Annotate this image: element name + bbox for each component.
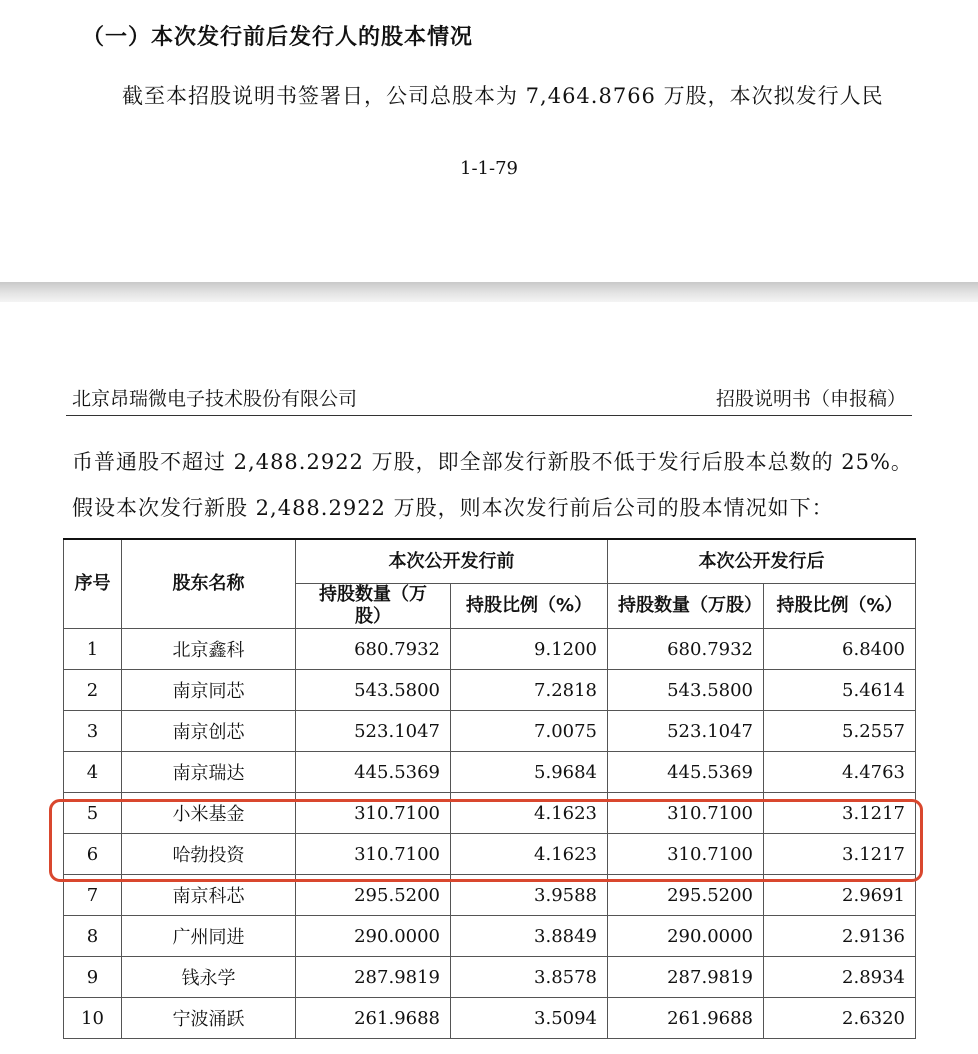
after-shares: 523.1047 — [608, 711, 764, 752]
header-divider — [66, 415, 912, 416]
after-ratio: 2.6320 — [764, 998, 916, 1039]
before-shares: 310.7100 — [296, 793, 451, 834]
serial-no: 8 — [64, 916, 122, 957]
shareholder-name: 宁波涌跃 — [122, 998, 296, 1039]
table-row — [64, 711, 916, 752]
before-ratio: 7.2818 — [451, 670, 608, 711]
after-ratio: 4.4763 — [764, 752, 916, 793]
serial-no: 6 — [64, 834, 122, 875]
document-type-header: 招股说明书（申报稿） — [715, 388, 906, 410]
after-shares: 290.0000 — [608, 916, 764, 957]
before-ratio: 3.5094 — [451, 998, 608, 1039]
before-shares: 543.5800 — [296, 670, 451, 711]
table-row-highlighted — [64, 793, 916, 834]
before-shares: 310.7100 — [296, 834, 451, 875]
share-capital-table — [63, 538, 916, 1039]
before-ratio: 4.1623 — [451, 793, 608, 834]
header-after-issuance: 本次公开发行后 — [608, 539, 916, 584]
paragraph-issuance-limit: 币普通股不超过 2,488.2922 万股，即全部发行新股不低于发行后股本总数的 25%。 — [72, 450, 913, 474]
after-ratio: 2.8934 — [764, 957, 916, 998]
before-ratio: 9.1200 — [451, 629, 608, 670]
after-ratio: 6.8400 — [764, 629, 916, 670]
header-after-ratio: 持股比例（%） — [764, 584, 916, 629]
shareholder-name: 南京同芯 — [122, 670, 296, 711]
page-separator — [0, 282, 978, 302]
header-shareholder-name: 股东名称 — [122, 539, 296, 629]
before-ratio: 3.8849 — [451, 916, 608, 957]
before-shares: 445.5369 — [296, 752, 451, 793]
after-ratio: 5.4614 — [764, 670, 916, 711]
after-shares: 445.5369 — [608, 752, 764, 793]
company-name-header: 北京昂瑞微电子技术股份有限公司 — [72, 388, 358, 410]
header-serial-no: 序号 — [64, 539, 122, 629]
before-shares: 523.1047 — [296, 711, 451, 752]
shareholder-name: 南京科芯 — [122, 875, 296, 916]
after-shares: 680.7932 — [608, 629, 764, 670]
table-row-highlighted — [64, 834, 916, 875]
table-row — [64, 670, 916, 711]
serial-no: 4 — [64, 752, 122, 793]
previous-page — [0, 0, 978, 282]
header-before-shares: 持股数量（万股） — [296, 584, 451, 629]
header-before-ratio: 持股比例（%） — [451, 584, 608, 629]
shareholder-name: 小米基金 — [122, 793, 296, 834]
page-number: 1-1-79 — [460, 158, 518, 179]
before-shares: 261.9688 — [296, 998, 451, 1039]
serial-no: 2 — [64, 670, 122, 711]
shareholder-name: 钱永学 — [122, 957, 296, 998]
shareholder-name: 哈勃投资 — [122, 834, 296, 875]
before-ratio: 3.8578 — [451, 957, 608, 998]
after-ratio: 2.9136 — [764, 916, 916, 957]
before-ratio: 4.1623 — [451, 834, 608, 875]
after-shares: 295.5200 — [608, 875, 764, 916]
header-before-issuance: 本次公开发行前 — [296, 539, 608, 584]
section-title: （一）本次发行前后发行人的股本情况 — [82, 25, 474, 50]
before-ratio: 5.9684 — [451, 752, 608, 793]
shareholder-name: 南京瑞达 — [122, 752, 296, 793]
serial-no: 10 — [64, 998, 122, 1039]
after-shares: 287.9819 — [608, 957, 764, 998]
after-ratio: 5.2557 — [764, 711, 916, 752]
shareholder-name: 广州同进 — [122, 916, 296, 957]
shareholder-name: 北京鑫科 — [122, 629, 296, 670]
after-shares: 310.7100 — [608, 793, 764, 834]
serial-no: 7 — [64, 875, 122, 916]
paragraph-assumption: 假设本次发行新股 2,488.2922 万股，则本次发行前后公司的股本情况如下： — [72, 496, 834, 520]
shareholder-name: 南京创芯 — [122, 711, 296, 752]
paragraph-share-capital: 截至本招股说明书签署日，公司总股本为 7,464.8766 万股，本次拟发行人民 — [122, 84, 884, 108]
after-shares: 543.5800 — [608, 670, 764, 711]
table-row — [64, 629, 916, 670]
after-ratio: 3.1217 — [764, 834, 916, 875]
serial-no: 5 — [64, 793, 122, 834]
before-shares: 287.9819 — [296, 957, 451, 998]
after-ratio: 3.1217 — [764, 793, 916, 834]
after-ratio: 2.9691 — [764, 875, 916, 916]
serial-no: 1 — [64, 629, 122, 670]
before-shares: 290.0000 — [296, 916, 451, 957]
header-after-shares: 持股数量（万股） — [608, 584, 764, 629]
table-row — [64, 998, 916, 1039]
after-shares: 310.7100 — [608, 834, 764, 875]
serial-no: 3 — [64, 711, 122, 752]
table-row — [64, 875, 916, 916]
serial-no: 9 — [64, 957, 122, 998]
before-ratio: 3.9588 — [451, 875, 608, 916]
table-row — [64, 916, 916, 957]
before-shares: 295.5200 — [296, 875, 451, 916]
after-shares: 261.9688 — [608, 998, 764, 1039]
table-row — [64, 752, 916, 793]
before-shares: 680.7932 — [296, 629, 451, 670]
table-row — [64, 957, 916, 998]
before-ratio: 7.0075 — [451, 711, 608, 752]
